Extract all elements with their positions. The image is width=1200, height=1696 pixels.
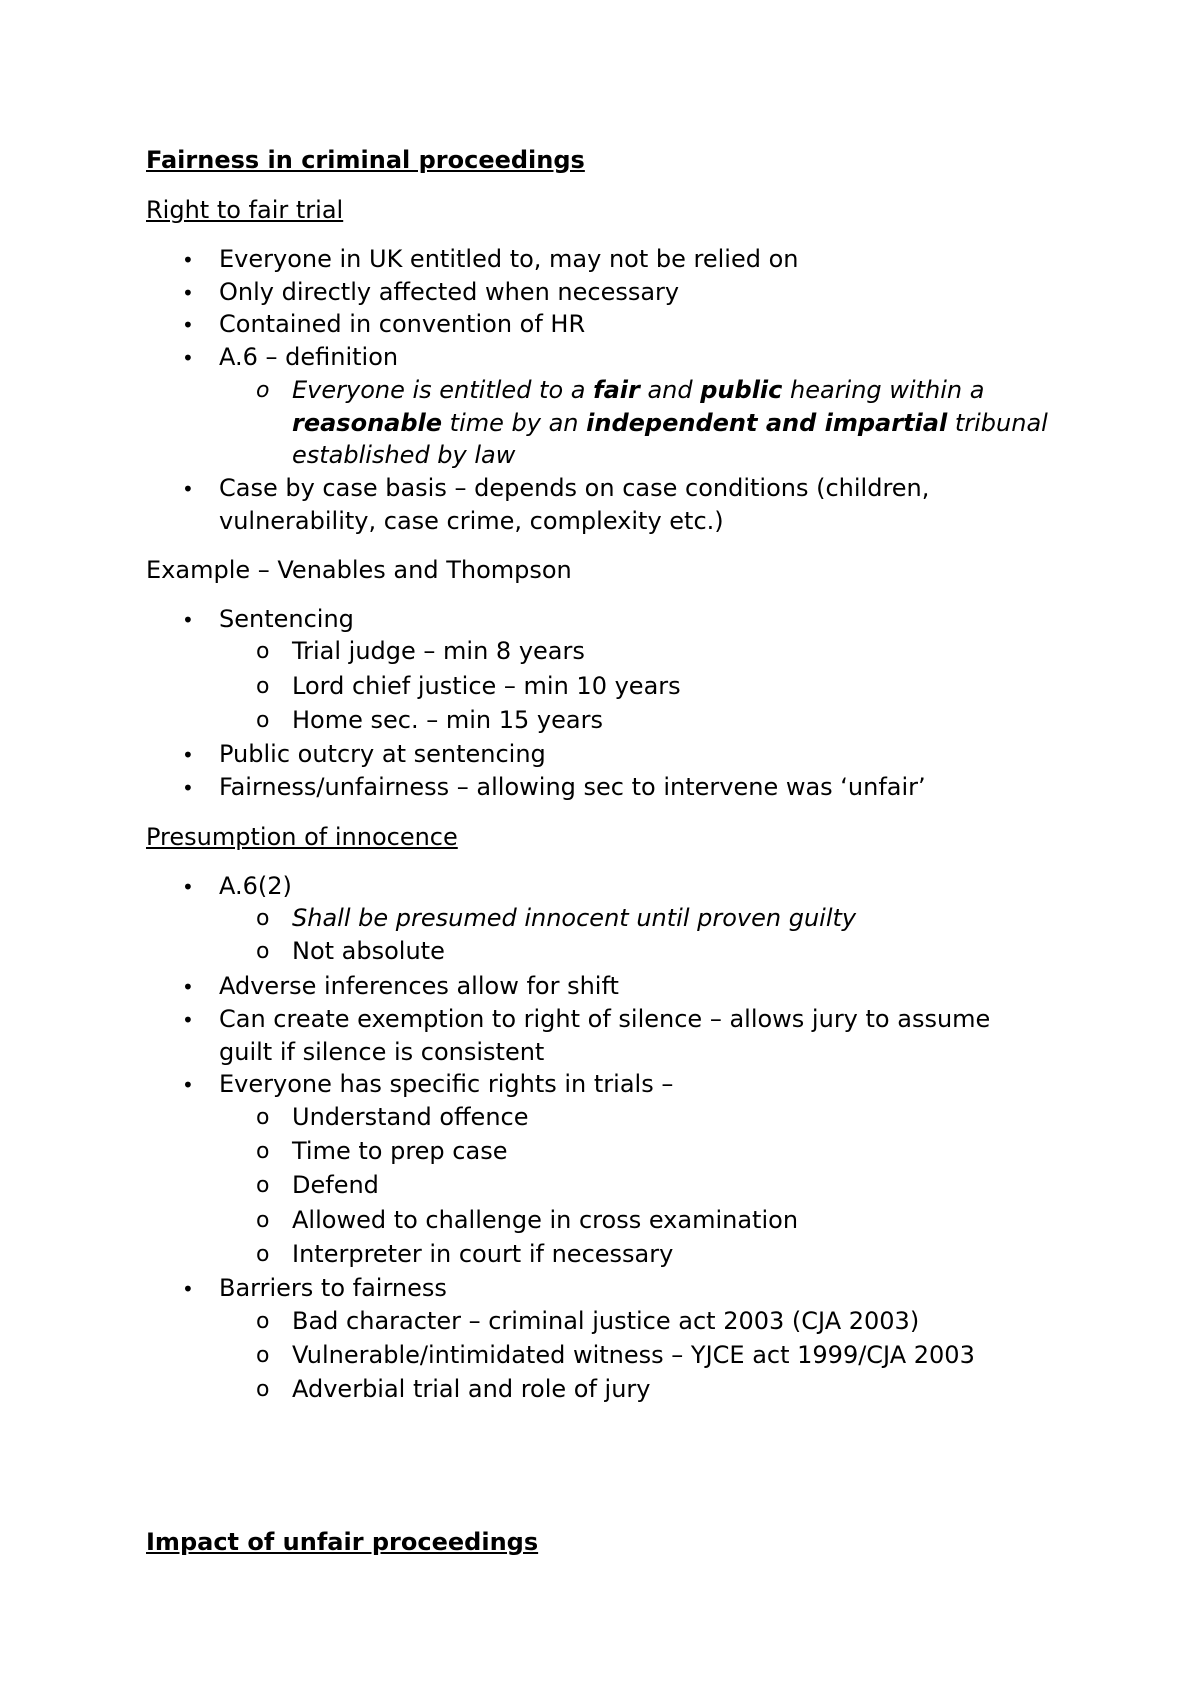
list-item: Barriers to fairness bbox=[219, 1274, 447, 1302]
definition-bold: independent and impartial bbox=[586, 409, 948, 437]
bullet-icon: • bbox=[182, 346, 194, 370]
list-item: Adverse inferences allow for shift bbox=[219, 972, 619, 1000]
sub-bullet-icon: o bbox=[256, 1208, 270, 1233]
sub-list-item: Shall be presumed innocent until proven guilty bbox=[292, 904, 857, 932]
definition-bold: fair bbox=[593, 376, 640, 404]
sub-list-item: Time to prep case bbox=[292, 1137, 508, 1165]
definition-text: hearing within a bbox=[782, 376, 985, 404]
sub-list-item: Adverbial trial and role of jury bbox=[292, 1375, 651, 1403]
heading-presumption-of-innocence: Presumption of innocence bbox=[146, 823, 458, 851]
sub-bullet-icon: o bbox=[256, 639, 270, 664]
list-item: Everyone has specific rights in trials – bbox=[219, 1070, 674, 1098]
list-item: A.6 – definition bbox=[219, 343, 399, 371]
definition-line-2 bbox=[292, 411, 1048, 435]
sub-list-item: Allowed to challenge in cross examination bbox=[292, 1206, 799, 1234]
bullet-icon: • bbox=[182, 1008, 194, 1032]
definition-text: Everyone is entitled to a bbox=[292, 376, 594, 404]
list-item-continuation: vulnerability, case crime, complexity etc.) bbox=[219, 507, 724, 535]
bullet-icon: • bbox=[182, 975, 194, 999]
sub-bullet-icon: o bbox=[256, 1343, 270, 1368]
bullet-icon: • bbox=[182, 313, 194, 337]
sub-bullet-icon: o bbox=[256, 1242, 270, 1267]
bullet-icon: • bbox=[182, 281, 194, 305]
bullet-icon: • bbox=[182, 477, 194, 501]
definition-text: time by an bbox=[442, 409, 587, 437]
heading-impact-of-unfair-proceedings: Impact of unfair proceedings bbox=[146, 1528, 539, 1556]
list-item: Contained in convention of HR bbox=[219, 310, 586, 338]
sub-bullet-icon: o bbox=[256, 378, 270, 403]
sub-list-item: Defend bbox=[292, 1171, 379, 1199]
sub-list-item: Home sec. – min 15 years bbox=[292, 706, 603, 734]
definition-bold: public bbox=[700, 376, 783, 404]
sub-list-item: Interpreter in court if necessary bbox=[292, 1240, 674, 1268]
list-item: Case by case basis – depends on case conditions (children, bbox=[219, 474, 930, 502]
list-item: Everyone in UK entitled to, may not be relied on bbox=[219, 245, 799, 273]
heading-example: Example – Venables and Thompson bbox=[146, 556, 572, 584]
list-item-continuation: guilt if silence is consistent bbox=[219, 1038, 545, 1066]
sub-bullet-icon: o bbox=[256, 939, 270, 964]
sub-bullet-icon: o bbox=[256, 674, 270, 699]
list-item: Can create exemption to right of silence – allows jury to assume bbox=[219, 1005, 991, 1033]
sub-list-item: Understand offence bbox=[292, 1103, 529, 1131]
bullet-icon: • bbox=[182, 776, 194, 800]
sub-list-item: Trial judge – min 8 years bbox=[292, 637, 585, 665]
bullet-icon: • bbox=[182, 1277, 194, 1301]
definition-text: and bbox=[639, 376, 701, 404]
bullet-icon: • bbox=[182, 743, 194, 767]
sub-bullet-icon: o bbox=[256, 1139, 270, 1164]
definition-text: tribunal bbox=[947, 409, 1048, 437]
list-item: Sentencing bbox=[219, 605, 354, 633]
list-item: Fairness/unfairness – allowing sec to intervene was ‘unfair’ bbox=[219, 773, 926, 801]
sub-bullet-icon: o bbox=[256, 708, 270, 733]
bullet-icon: • bbox=[182, 875, 194, 899]
sub-list-item: Vulnerable/intimidated witness – YJCE act 1999/CJA 2003 bbox=[292, 1341, 975, 1369]
sub-bullet-icon: o bbox=[256, 906, 270, 931]
list-item: Only directly affected when necessary bbox=[219, 278, 680, 306]
sub-bullet-icon: o bbox=[256, 1377, 270, 1402]
heading-right-to-fair-trial: Right to fair trial bbox=[146, 196, 344, 224]
sub-list-item: Lord chief justice – min 10 years bbox=[292, 672, 681, 700]
definition-bold: reasonable bbox=[292, 409, 443, 437]
list-item: Public outcry at sentencing bbox=[219, 740, 546, 768]
bullet-icon: • bbox=[182, 248, 194, 272]
sub-bullet-icon: o bbox=[256, 1105, 270, 1130]
sub-bullet-icon: o bbox=[256, 1173, 270, 1198]
sub-list-item: Bad character – criminal justice act 2003 (CJA 2003) bbox=[292, 1307, 920, 1335]
bullet-icon: • bbox=[182, 608, 194, 632]
definition-line-1 bbox=[292, 378, 984, 402]
sub-bullet-icon: o bbox=[256, 1309, 270, 1334]
list-item: A.6(2) bbox=[219, 872, 292, 900]
sub-list-item: Not absolute bbox=[292, 937, 445, 965]
page-title: Fairness in criminal proceedings bbox=[146, 146, 585, 174]
bullet-icon: • bbox=[182, 1073, 194, 1097]
definition-line-3: established by law bbox=[292, 441, 516, 469]
